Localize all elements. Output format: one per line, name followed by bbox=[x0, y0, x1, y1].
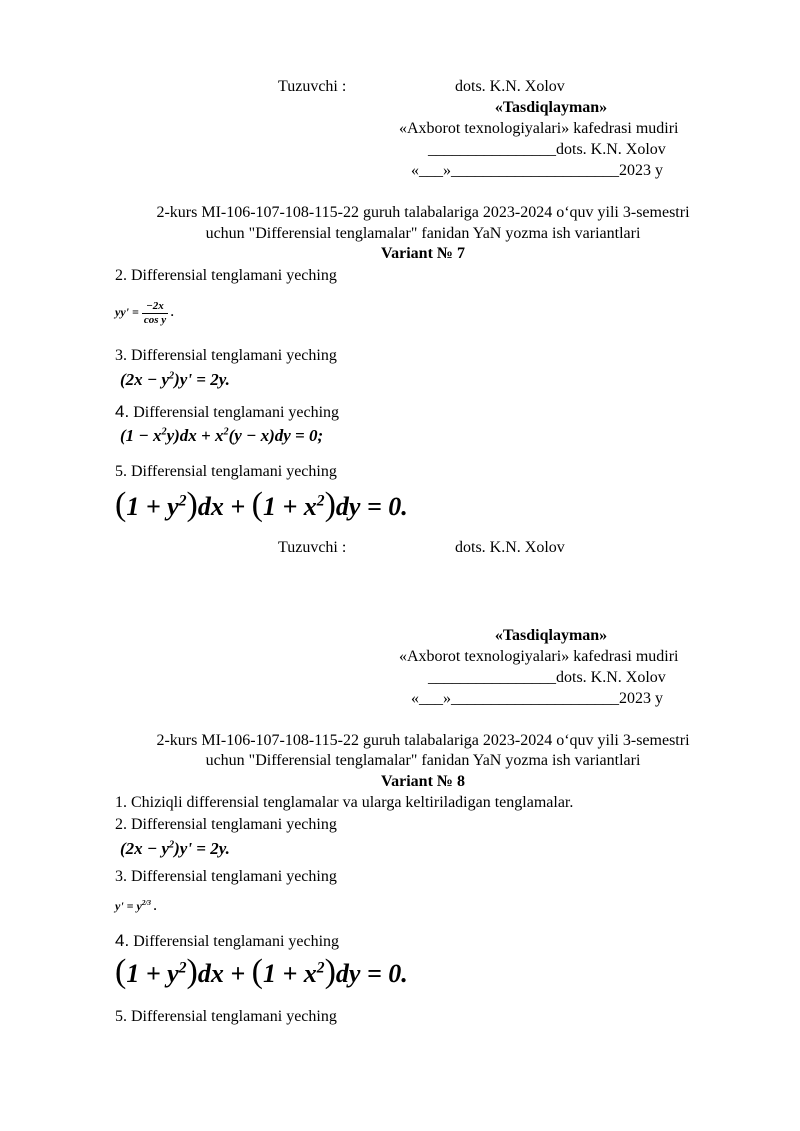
question-4-number: 4. bbox=[115, 402, 130, 421]
footer-tuzuvchi-name: dots. K.N. Xolov bbox=[455, 539, 565, 556]
question-5: 5. Differensial tenglamani yeching bbox=[115, 463, 337, 480]
v8-question-4-number: 4. bbox=[115, 931, 130, 950]
approve-heading-2: «Tasdiqlayman» bbox=[494, 627, 608, 644]
formula-v7-q2: yy' = $\frac{-2x}{\text{cos y}}$ . bbox=[115, 300, 175, 326]
v8-question-2: 2. Differensial tenglamani yeching bbox=[115, 816, 337, 833]
variant-title-2: Variant № 8 bbox=[381, 773, 465, 790]
intro-line-1: 2-kurs MI-106-107-108-115-22 guruh talabalariga 2023-2024 o‘quv yili 3-semestri bbox=[156, 204, 690, 221]
v8-question-5: 5. Differensial tenglamani yeching bbox=[115, 1008, 337, 1025]
question-4-text: Differensial tenglamani yeching bbox=[129, 404, 340, 421]
date-line-2: «___»_____________________2023 y bbox=[411, 690, 663, 707]
formula-v7-q4: $(1 - x^2y)dx + x^2(y - x)dy = 0$; bbox=[120, 426, 324, 445]
tuzuvchi-label: Tuzuvchi : bbox=[278, 78, 347, 95]
formula-v7-q3: $(2x - y^2)y' = 2y$. bbox=[120, 370, 230, 389]
intro2-line-1: 2-kurs MI-106-107-108-115-22 guruh talabalariga 2023-2024 o‘quv yili 3-semestri bbox=[156, 732, 690, 749]
formula-v7-q5: $(1 + y^2)dx + (1 + x^2)dy = 0$. bbox=[115, 486, 408, 523]
formula-v8-q4: $(1 + y^2)dx + (1 + x^2)dy = 0$. bbox=[115, 953, 408, 990]
tuzuvchi-name: dots. K.N. Xolov bbox=[455, 78, 565, 95]
department-line: «Axborot texnologiyalari» kafedrasi mudiri bbox=[399, 120, 679, 137]
department-line-2: «Axborot texnologiyalari» kafedrasi mudiri bbox=[399, 648, 679, 665]
v8-question-4-text: Differensial tenglamani yeching bbox=[129, 933, 340, 950]
intro2-line-2: uchun "Differensial tenglamalar" fanidan YaN yozma ish variantlari bbox=[205, 752, 641, 769]
footer-tuzuvchi-label: Tuzuvchi : bbox=[278, 539, 347, 556]
intro-line-2: uchun "Differensial tenglamalar" fanidan YaN yozma ish variantlari bbox=[205, 225, 641, 242]
v8-question-4 bbox=[115, 932, 339, 950]
approve-heading: «Tasdiqlayman» bbox=[494, 99, 608, 116]
signature-line: ________________dots. K.N. Xolov bbox=[428, 141, 666, 158]
question-2: 2. Differensial tenglamani yeching bbox=[115, 267, 337, 284]
formula-v8-q2: $(2x - y^2)y' = 2y$. bbox=[120, 839, 230, 858]
signature-line-2: ________________dots. K.N. Xolov bbox=[428, 669, 666, 686]
question-4 bbox=[115, 403, 339, 421]
question-3: 3. Differensial tenglamani yeching bbox=[115, 347, 337, 364]
v8-question-1: 1. Chiziqli differensial tenglamalar va ularga keltiriladigan tenglamalar. bbox=[115, 794, 574, 811]
formula-v8-q3: $y' = y^{2/3}$ . bbox=[115, 899, 158, 913]
variant-title: Variant № 7 bbox=[381, 245, 465, 262]
date-line: «___»_____________________2023 y bbox=[411, 162, 663, 179]
v8-question-3: 3. Differensial tenglamani yeching bbox=[115, 868, 337, 885]
